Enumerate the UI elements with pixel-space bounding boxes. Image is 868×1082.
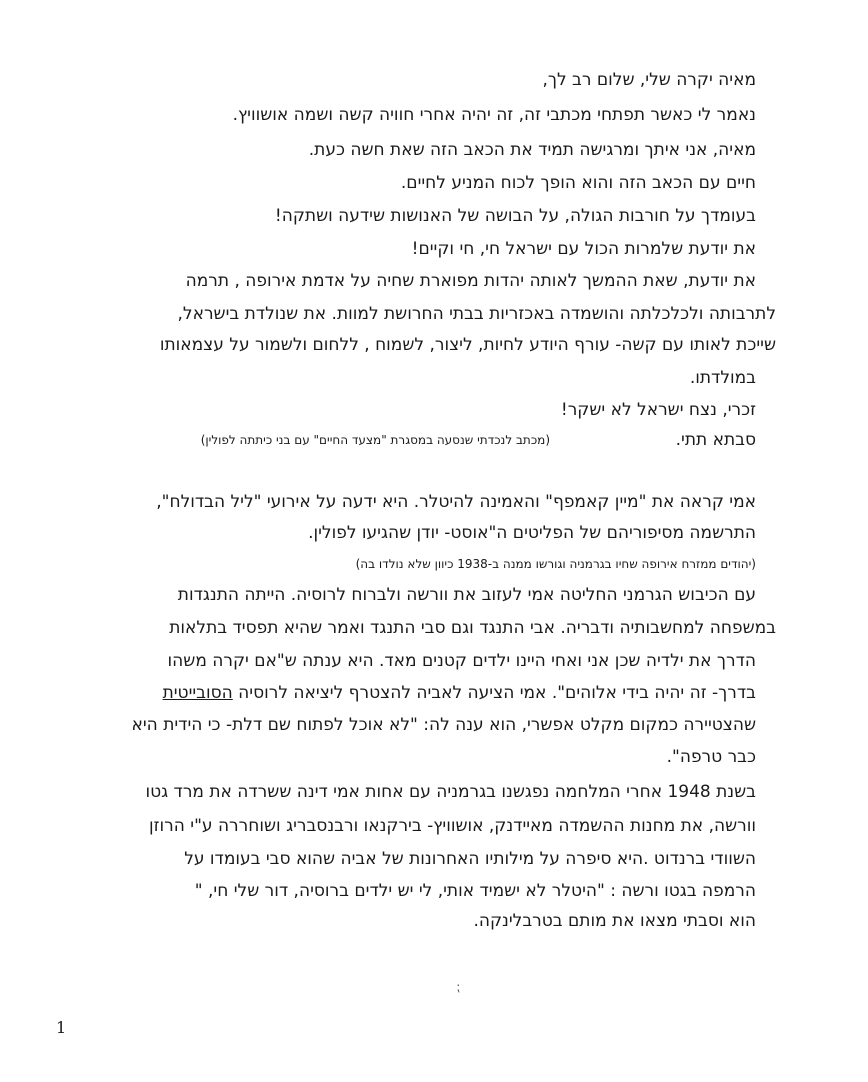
letter-line: את יודעת, שאת ההמשך לאותה יהדות מפוארת שחיה על אדמת אירופה , תרמה [185,271,756,291]
story-line: כבר טרפה". [666,747,756,767]
story-line-soviet [163,682,756,704]
story-line: השוודי ברנדוט .היא סיפרה על מילותיו האחרונות של אביה שהוא סבי בעומדו על [184,849,756,869]
story-line: הרמפה בגטו ורשה : "היטלר לא ישמיד אותי, לי יש ילדים ברוסיה, דור שלי חי, " [194,881,756,901]
story-line: הדרך את ילדיה שכן אני ואחי היינו ילדים קטנים מאד. היא ענתה ש"אם יקרה משהו [167,651,756,671]
story-line: התרשמה מסיפוריהם של הפליטים ה"אוסט- יודן שהגיעו לפולין. [308,523,756,543]
story-line: אמי קראה את "מיין קאמפף" והאמינה להיטלר. היא ידעה על אירועי "ליל הבדולח", [156,492,756,512]
story-line: עם הכיבוש הגרמני החליטה אמי לעזוב את וורשה ולברוח לרוסיה. הייתה התנגדות [177,585,756,605]
letter-line: נאמר לי כאשר תפתחי מכתבי זה, זה יהיה אחרי חוויה קשה ושמה אושוויץ. [232,105,756,125]
story-text: בדרך- זה יהיה בידי אלוהים". אמי הציעה לאביה להצטרף ליציאה לרוסיה [232,683,756,703]
letter-line: שייכת לאותו עם קשה- עורף היודע לחיות, ליצור, לשמוח , ללחום ולשמור על עצמאותו [159,335,776,355]
letter-line: זכרי, נצח ישראל לא ישקר! [560,400,756,420]
story-line: בשנת 1948 אחרי המלחמה נפגשנו בגרמניה עם אחות אמי דינה ששרדה את מרד גטו [145,782,756,802]
letter-line: בעומדך על חורבות הגולה, על הבושה של האנושות שידעה ושתקה! [274,206,756,226]
letter-line: מאיה, אני איתך ומרגישה תמיד את הכאב הזה שאת חשה כעת. [308,140,756,160]
story-line: שהצטיירה כמקום מקלט אפשרי, הוא ענה לה: "לא אוכל לפתוח שם דלת- כי הידית היא [131,715,756,735]
underlined-word: הסובייטית [162,683,233,703]
letter-line: את יודעת שלמרות הכול עם ישראל חי, חי וקיים! [411,239,756,259]
story-note: (יהודים ממזרח אירופה שחיו בגרמניה וגורשו ממנה ב-1938 כיוון שלא נולדו בה) [355,557,756,571]
letter-line: לתרבותה ולכלכלתה והושמדה באכזריות בבתי החרושת למוות. את שנולדת בישראל, [177,304,776,324]
letter-signature: סבתא תתי. [675,430,756,450]
scan-speck: ⁏ [456,980,461,994]
letter-line: חיים עם הכאב הזה והוא הופך לכוח המניע לחיים. [400,173,756,193]
story-line: הוא וסבתי מצאו את מותם בטרבלינקה. [473,911,756,931]
story-line: וורשה, את מחנות ההשמדה מאיידנק, אושוויץ- בירקנאו ורבנסבריג ושוחררה ע"י הרוזן [149,816,756,836]
letter-greeting: מאיה יקרה שלי, שלום רב לך, [542,70,756,90]
letter-line: במולדתו. [689,368,756,388]
letter-note: (מכתב לנכדתי שנסעה במסגרת "מצעד החיים" עם בני כיתתה לפולין) [200,433,550,447]
story-line: במשפחה למחשבותיה ודבריה. אבי התנגד וגם סבי התנגד ואמר שהיא תפסיד בתלאות [169,618,776,638]
page-number: 1 [56,1018,67,1037]
